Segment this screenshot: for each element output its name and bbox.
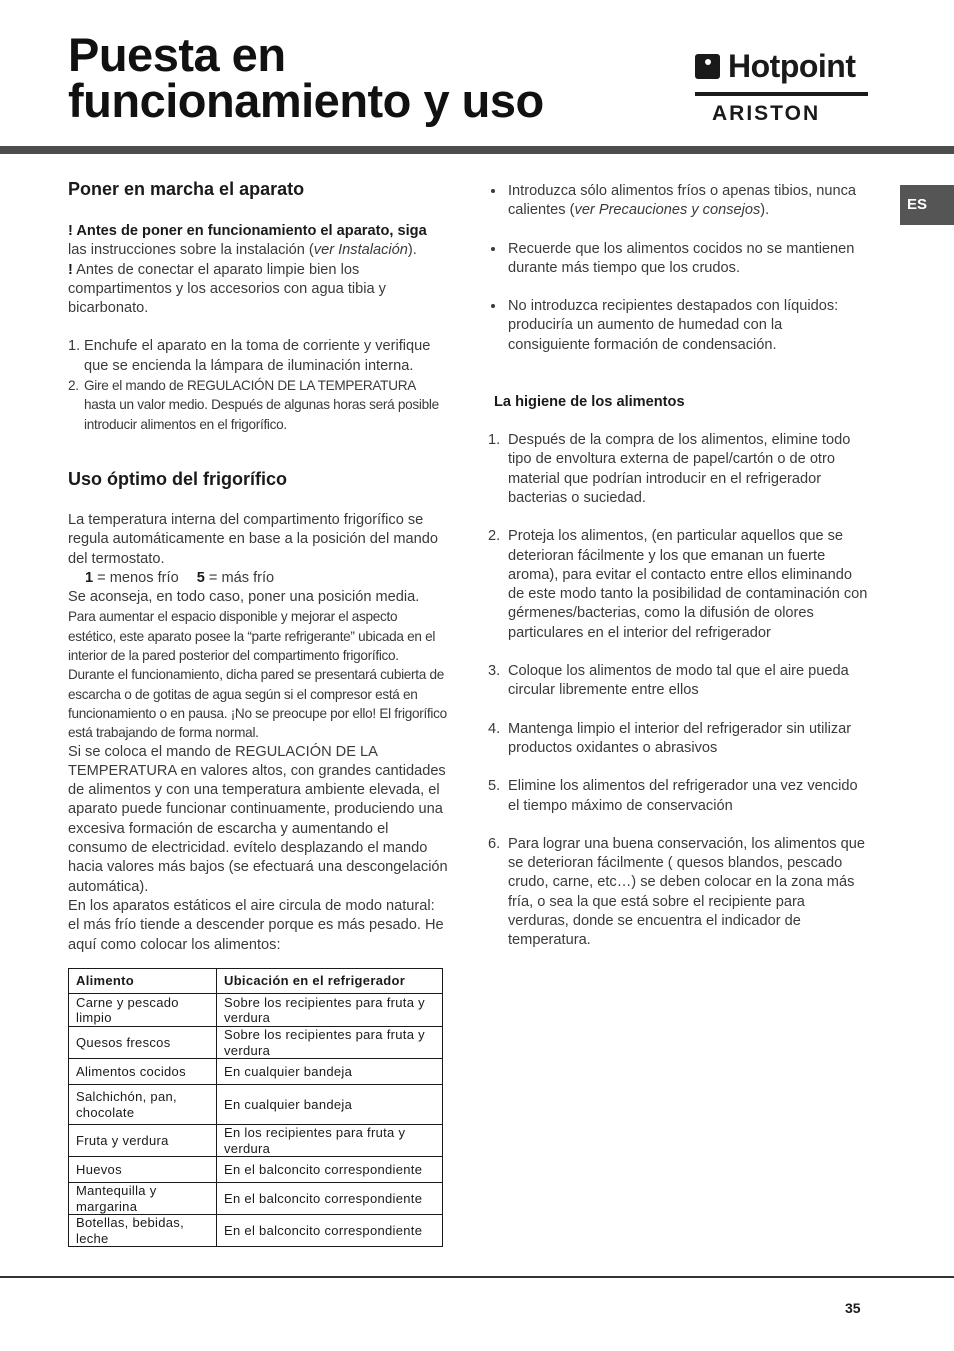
table-row [69,1183,443,1215]
tips-list [488,182,868,355]
table-cell: En el balconcito correspondiente [217,1183,443,1215]
thermostat-scale: 1 = menos frío 5 = más frío [85,569,275,586]
hygiene-list [488,431,868,951]
table-cell: En el balconcito correspondiente [217,1157,443,1183]
table-cell: Fruta y verdura [69,1125,217,1157]
logo-sub-text: ARISTON [712,102,821,125]
list-item: 2. Proteja los alimentos, (en particular aquellos que se deterioran fácilmente y los que emanan un fuerte aroma), para evitar el contacto entre ellos eliminando de este modo tanto la posibilidad de contaminación con gérmenes/bacterias, como la difusión de olores particulares en el interior del refrigerador [488,528,868,641]
section-title-start: Poner en marcha el aparato [68,179,305,199]
title-line-1: Puesta en [68,28,286,81]
page-number: 35 [845,1300,861,1316]
list-item: Recuerde que los alimentos cocidos no se mantienen durante más tiempo que los crudos. [488,240,868,279]
list-item: 6. Para lograr una buena conservación, los alimentos que se deterioran fácilmente ( quesos blandos, pescado crudo, carne, etc…) se deben colocar en la zona más fría, o sea la que está sobre el recipiente para verduras, donde se encuentra el indicador de temperatura. [488,835,865,949]
logo-mark-icon [695,54,720,79]
list-item: 1. Enchufe el aparato en la toma de corriente y verifique que se encienda la lámpara de iluminación interna. [68,338,431,374]
column-header: Ubicación en el refrigerador [217,969,443,994]
food-placement-table [68,968,443,1247]
paragraph: Si se coloca el mando de REGULACIÓN DE LA TEMPERATURA en valores altos, con grandes cantidades de alimentos y con una temperatura ambiente elevada, el aparato puede funcionar continuamente, produciendo una excesiva formación de escarcha y aumentando el consumo de electricidad. evítelo desplazando el mando hacia valores más bajos (se efectuará una descongelación automática). [68,743,448,895]
table-cell: En el balconcito correspondiente [217,1215,443,1247]
table-cell: Mantequilla y margarina [69,1183,217,1215]
paragraph: Para aumentar el espacio disponible y mejorar el aspecto estético, este aparato posee la “parte refrigerante” ubicada en el interior de la pared posterior del compartimento frigorífico. Durante el funcionamiento, dicha pared se presentará cubierta de escarcha o de gotitas de agua según si el compresor está en funcionamiento o en pausa. ¡No se preocupe por ello! El frigorífico está trabajando de forma normal. [68,609,447,741]
section-title-usage: Uso óptimo del frigorífico [68,468,287,489]
table-cell: En cualquier bandeja [217,1085,443,1125]
table-header-row [69,969,443,994]
table-row [69,994,443,1027]
list-item: 5. Elimine los alimentos del refrigerador una vez vencido el tiempo máximo de conservación [488,778,858,814]
table-row [69,1215,443,1247]
table-cell: En los recipientes para fruta y verdura [217,1125,443,1157]
table-cell: Sobre los recipientes para fruta y verdura [217,1027,443,1059]
footer-divider [0,1276,954,1278]
table-cell: Sobre los recipientes para fruta y verdura [217,994,443,1027]
list-item: 4. Mantenga limpio el interior del refrigerador sin utilizar productos oxidantes o abrasivos [488,720,852,756]
table-cell: Huevos [69,1157,217,1183]
table-cell: En cualquier bandeja [217,1059,443,1085]
paragraph: Se aconseja, en todo caso, poner una posición media. [68,589,420,606]
page-title [68,28,544,127]
right-column [488,182,868,951]
start-steps-list [68,337,448,433]
table-row [69,1027,443,1059]
table-row [69,1085,443,1125]
brand-logo [694,48,868,126]
warning-1: ! Antes de poner en funcionamiento el aparato, siga las instrucciones sobre la instalación (ver Instalación). [68,223,427,259]
column-header: Alimento [69,969,217,994]
table-row [69,1059,443,1085]
table-row [69,1125,443,1157]
list-item: Introduzca sólo alimentos fríos o apenas tibios, nunca calientes (ver Precauciones y consejos). [488,182,868,221]
list-item: 3. Coloque los alimentos de modo tal que el aire pueda circular libremente entre ellos [488,663,849,699]
language-tab: ES [900,185,954,225]
table-cell: Quesos frescos [69,1027,217,1059]
hygiene-title: La higiene de los alimentos [494,394,685,411]
list-item: 2. Gire el mando de REGULACIÓN DE LA TEMPERATURA hasta un valor medio. Después de algunas horas será posible introducir alimentos en el frigorífico. [68,378,439,432]
table-cell: Carne y pescado limpio [69,994,217,1027]
warning-2: ! Antes de conectar el aparato limpie bien los compartimentos y los accesorios con agua tibia y bicarbonato. [68,261,386,317]
logo-divider [695,92,868,96]
paragraph: En los aparatos estáticos el aire circula de modo natural: el más frío tiende a descender porque es más pesado. He aquí como colocar los alimentos: [68,897,444,953]
table-cell: Alimentos cocidos [69,1059,217,1085]
table-cell: Salchichón, pan, chocolate [69,1085,217,1125]
logo-brand-text: Hotpoint [728,48,856,84]
header-divider [0,146,954,154]
table-cell: Botellas, bebidas, leche [69,1215,217,1247]
left-column [68,178,448,955]
list-item: No introduzca recipientes destapados con líquidos: produciría un aumento de humedad con la consiguiente formación de condensación. [488,297,868,355]
paragraph: La temperatura interna del compartimento frigorífico se regula automáticamente en base a la posición del mando del termostato. [68,511,438,567]
list-item: 1. Después de la compra de los alimentos, elimine todo tipo de envoltura externa de papel/cartón o de otro material que podrían introducir en el refrigerador bacterias o suciedad. [488,432,851,506]
title-line-2: funcionamiento y uso [68,74,544,127]
table-row [69,1157,443,1183]
